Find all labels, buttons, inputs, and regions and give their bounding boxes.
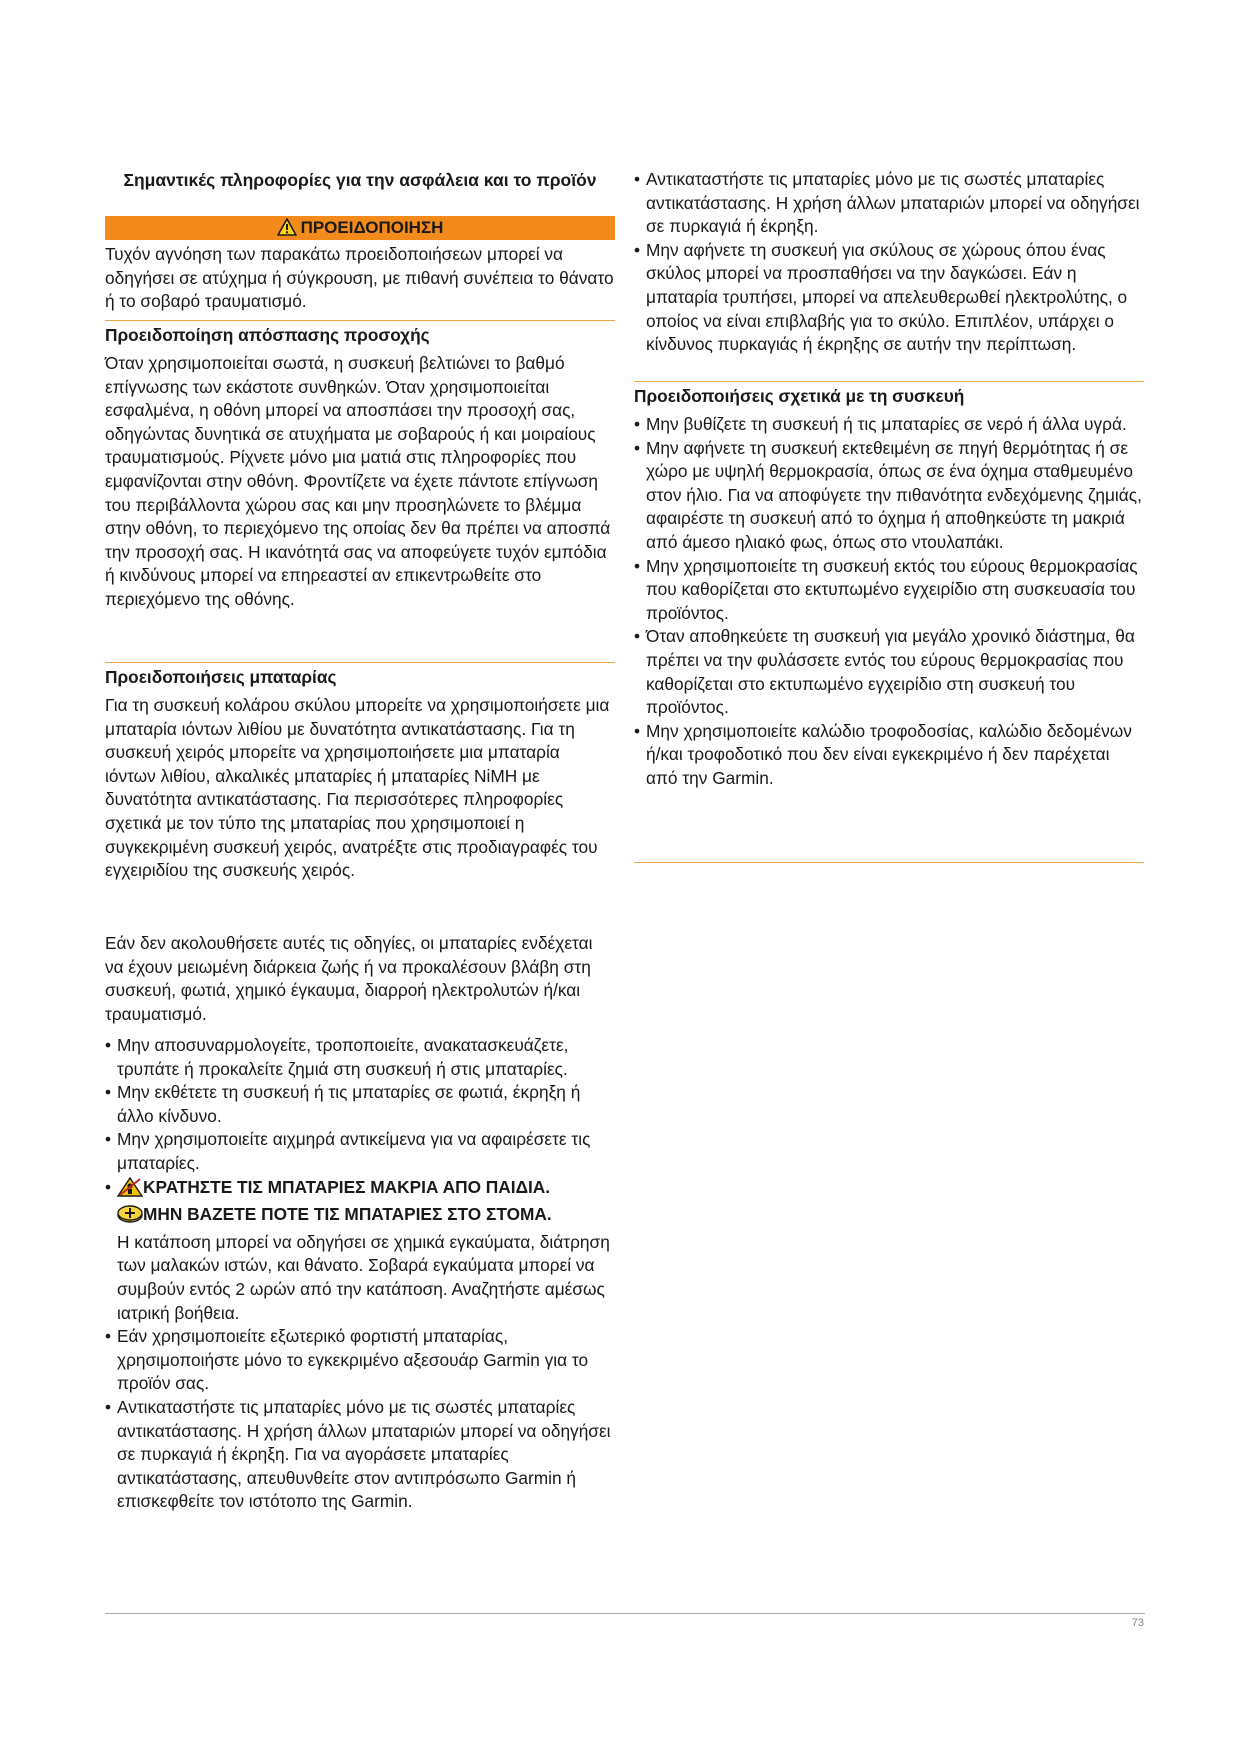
child-warning-icon [117, 1177, 143, 1204]
warning-label: ΠΡΟΕΙΔΟΠΟΙΗΣΗ [300, 218, 444, 237]
list-item: • Μην χρησιμοποιείτε τη συσκευή εκτός του εύρους θερμοκρασίας που καθορίζεται στο εκτυπωμένο εγχειρίδιο στη συσκευασία του προϊόντος. [634, 555, 1138, 623]
no-mouth-warning: ΜΗΝ ΒΑΖΕΤΕ ΠΟΤΕ ΤΙΣ ΜΠΑΤΑΡΙΕΣ ΣΤΟ ΣΤΟΜΑ. [143, 1204, 552, 1225]
battery-para-2: Εάν δεν ακολουθήσετε αυτές τις οδηγίες, οι μπαταρίες ενδέχεται να έχουν μειωμένη διάρκεια ζωής ή να προκαλέσουν βλάβη στη συσκευή, φωτιά, χημικό έγκαυμα, διαρροή ηλεκτρολυτών ή/και τραυματισμό. [105, 933, 593, 1024]
page-number: 73 [1131, 1617, 1144, 1629]
device-heading: Προειδοποιήσεις σχετικά με τη συσκευή [634, 386, 965, 406]
page-title: Σημαντικές πληροφορίες για την ασφάλεια και το προϊόν [123, 170, 597, 190]
ingestion-warning: Η κατάποση μπορεί να οδηγήσει σε χημικά εγκαύματα, διάτρηση των μαλακών ιστών, και θάνατο. Σοβαρά εγκαύματα μπορεί να συμβούν εντός 2 ωρών από την κατάποση. Αναζητήστε αμέσως ιατρική βοήθεια. [117, 1231, 610, 1323]
battery-bullet-list [105, 1034, 615, 1514]
distraction-heading: Προειδοποίηση απόσπασης προσοχής [105, 325, 430, 345]
warning-triangle-icon [277, 218, 297, 236]
battery-heading: Προειδοποιήσεις μπαταρίας [105, 667, 337, 687]
list-item: • ΚΡΑΤΗΣΤΕ ΤΙΣ ΜΠΑΤΑΡΙΕΣ ΜΑΚΡΙΑ ΑΠΟ ΠΑΙΔΙΑ. ΜΗΝ ΒΑΖΕΤΕ ΠΟΤΕ ΤΙΣ ΜΠΑΤΑΡΙΕΣ ΣΤΟ ΣΤΟΜΑ. Η κατάποση μπορεί να οδηγήσει σε χημικά εγκαύματα, διάτρηση των μαλακών ιστών, και θάνατο. Σοβαρά εγκαύματα μπορεί να συμβούν εντός 2 ωρών από την κατάποση. Αναζητήστε αμέσως ιατρική βοήθεια. [105, 1176, 610, 1323]
list-item: • Αντικαταστήστε τις μπαταρίες μόνο με τις σωστές μπαταρίες αντικατάστασης. Η χρήση άλλων μπαταριών μπορεί να οδηγήσει σε πυρκαγιά ή έκρηξη. Για να αγοράσετε μπαταρίες αντικατάστασης, απευθυνθείτε στον αντιπρόσωπο Garmin ή επισκεφθείτε τον ιστότοπο της Garmin. [105, 1396, 611, 1512]
coin-battery-icon [117, 1204, 143, 1231]
device-bullet-list [634, 413, 1144, 791]
battery-bullet-list-cont [634, 168, 1144, 357]
distraction-text: Όταν χρησιμοποιείται σωστά, η συσκευή βελτιώνει το βαθμό επίγνωσης των εκάστοτε συνθηκών. Όταν χρησιμοποιείται εσφαλμένα, η οθόνη μπορεί να αποσπάσει την προσοχή σας, οδηγώντας δυνητικά σε ατυχήματα με σοβαρούς ή και μοιραίους τραυματισμούς. Ρίχνετε μόνο μια ματιά στις πληροφορίες που εμφανίζονται στην οθόνη. Φροντίζετε να έχετε πάντοτε επίγνωση του περιβάλλοντα χώρου σας και μην προσηλώνετε το βλέμμα στην οθόνη, το περιεχόμενο της οποίας δεν θα πρέπει να αποσπά την προσοχή σας. Η ικανότητά σας να αποφεύγετε τυχόν εμπόδια ή κινδύνους μπορεί να επηρεαστεί αν επικεντρωθείτε στο περιεχόμενο της οθόνης. [105, 353, 611, 609]
list-item: • Μην αποσυναρμολογείτε, τροποποιείτε, ανακατασκευάζετε, τρυπάτε ή προκαλείτε ζημιά στη συσκευή ή στις μπαταρίες. [105, 1035, 569, 1079]
section-divider [634, 381, 1144, 382]
warning-banner [105, 216, 615, 240]
list-item: • Αντικαταστήστε τις μπαταρίες μόνο με τις σωστές μπαταρίες αντικατάστασης. Η χρήση άλλων μπαταριών μπορεί να οδηγήσει σε πυρκαγιά ή έκρηξη. [634, 169, 1140, 237]
list-item: • Μην αφήνετε τη συσκευή εκτεθειμένη σε πηγή θερμότητας ή σε χώρο με υψηλή θερμοκρασία, όπως σε ένα όχημα σταθμευμένο στον ήλιο. Για να αποφύγετε την πιθανότητα ενδεχόμενης ζημιάς, αφαιρέστε τη συσκευή από το όχημα ή αποθηκεύστε τη μακριά από άμεσο ηλιακό φως, όπως στο ντουλαπάκι. [634, 437, 1142, 552]
list-item: • Εάν χρησιμοποιείτε εξωτερικό φορτιστή μπαταρίας, χρησιμοποιήστε μόνο το εγκεκριμένο αξεσουάρ Garmin για το προϊόν σας. [105, 1326, 589, 1394]
section-divider [634, 862, 1144, 863]
list-item: • Μην αφήνετε τη συσκευή για σκύλους σε χώρους όπου ένας σκύλος μπορεί να προσπαθήσει να την δαγκώσει. Εάν η μπαταρία τρυπήσει, μπορεί να απελευθερωθεί ηλεκτρολύτης, ο οποίος να είναι επιβλαβής για το σκύλο. Επιπλέον, υπάρχει ο κίνδυνος πυρκαγιάς ή έκρηξης σε αυτήν την περίπτωση. [634, 239, 1128, 355]
list-item: • Μην χρησιμοποιείτε καλώδιο τροφοδοσίας, καλώδιο δεδομένων ή/και τροφοδοτικό που δεν είναι εγκεκριμένο ή δεν παρέχεται από την Garmin. [634, 720, 1132, 788]
warning-intro: Τυχόν αγνόηση των παρακάτω προειδοποιήσεων μπορεί να οδηγήσει σε ατύχημα ή σύγκρουση, με πιθανή συνέπεια το θάνατο ή το σοβαρό τραυματισμό. [105, 244, 614, 312]
section-divider [105, 662, 615, 663]
keep-away-warning: ΚΡΑΤΗΣΤΕ ΤΙΣ ΜΠΑΤΑΡΙΕΣ ΜΑΚΡΙΑ ΑΠΟ ΠΑΙΔΙΑ. [143, 1176, 551, 1197]
list-item: • Μην εκθέτετε τη συσκευή ή τις μπαταρίες σε φωτιά, έκρηξη ή άλλο κίνδυνο. [105, 1082, 581, 1126]
section-divider [105, 320, 615, 321]
battery-para-1: Για τη συσκευή κολάρου σκύλου μπορείτε να χρησιμοποιήσετε μια μπαταρία ιόντων λιθίου με δυνατότητα αντικατάστασης. Για τη συσκευή χειρός μπορείτε να χρησιμοποιήσετε μια μπαταρία ιόντων λιθίου, αλκαλικές μπαταρίες ή μπαταρίες NiMH με δυνατότητα αντικατάστασης. Για περισσότερες πληροφορίες σχετικά με τον τύπο της μπαταρίας που χρησιμοποιεί η συγκεκριμένη συσκευή χειρός, ανατρέξτε στις προδιαγραφές του εγχειριδίου της συσκευής χειρός. [105, 695, 610, 881]
list-item: • Όταν αποθηκεύετε τη συσκευή για μεγάλο χρονικό διάστημα, θα πρέπει να την φυλάσσετε εντός του εύρους θερμοκρασίας που καθορίζεται στο εκτυπωμένο εγχειρίδιο στη συσκευή του προϊόντος. [634, 626, 1135, 718]
list-item: • Μην βυθίζετε τη συσκευή ή τις μπαταρίες σε νερό ή άλλα υγρά. [634, 414, 1127, 434]
list-item: • Μην χρησιμοποιείτε αιχμηρά αντικείμενα για να αφαιρέσετε τις μπαταρίες. [105, 1129, 591, 1173]
footer-divider [105, 1613, 1145, 1614]
